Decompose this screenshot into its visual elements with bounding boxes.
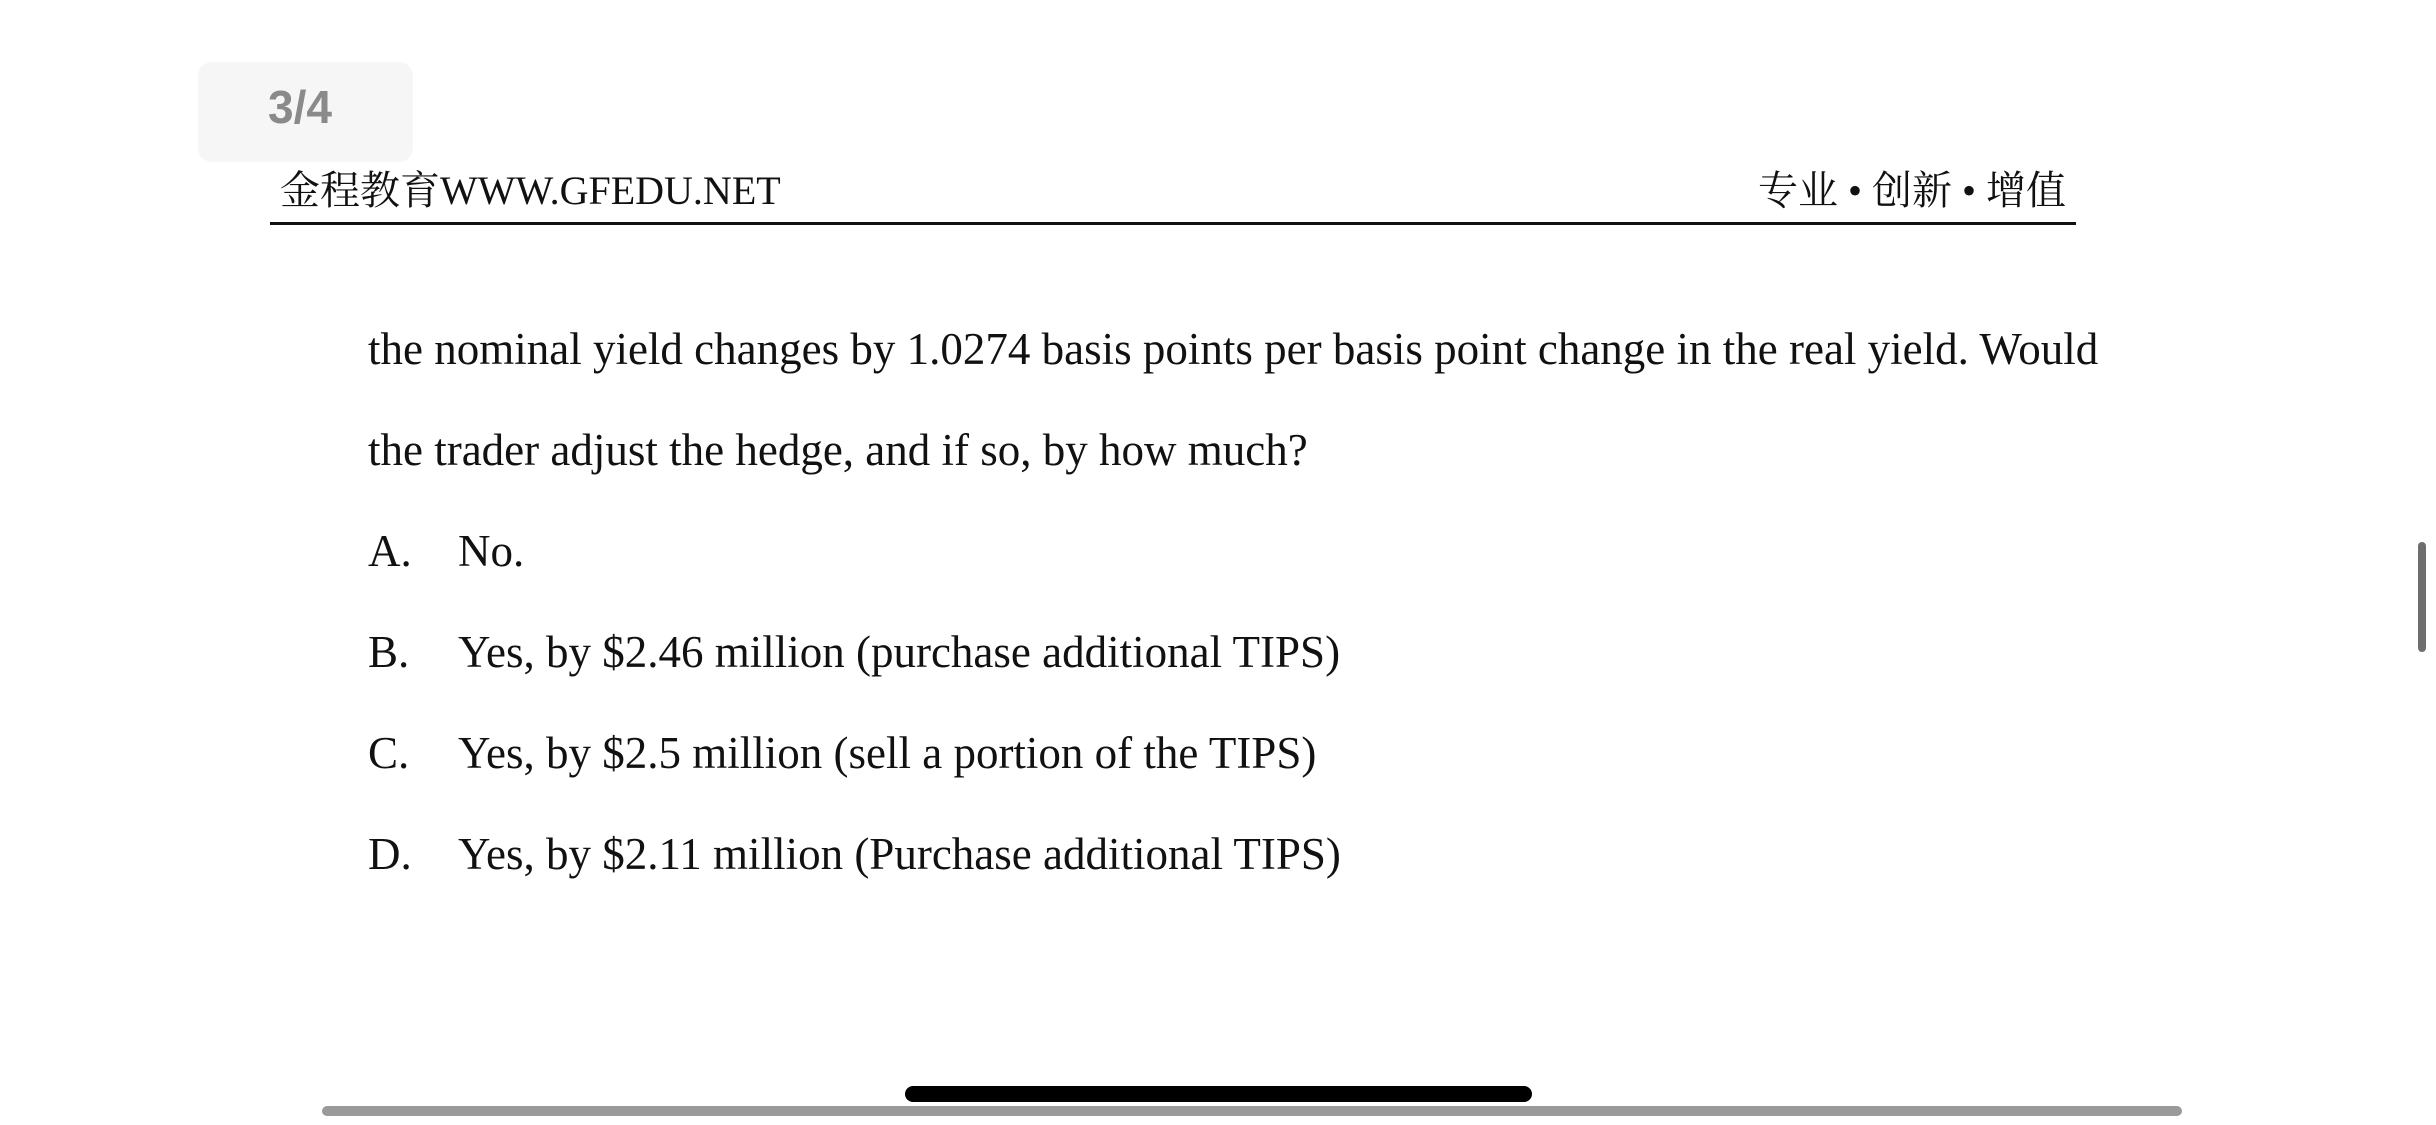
option-a bbox=[368, 517, 2088, 618]
option-text: No. bbox=[458, 526, 525, 576]
option-b bbox=[368, 618, 2088, 719]
question-text-line: the trader adjust the hedge, and if so, by how much? bbox=[368, 425, 1308, 475]
home-indicator[interactable] bbox=[905, 1086, 1532, 1102]
header-slogan: 专业 • 创新 • 增值 bbox=[1757, 168, 2066, 213]
option-letter: B. bbox=[368, 627, 410, 677]
page-indicator: 3/4 bbox=[198, 62, 413, 162]
vertical-scrollbar[interactable] bbox=[2418, 542, 2426, 652]
option-text: Yes, by $2.5 million (sell a portion of the TIPS) bbox=[458, 728, 1317, 778]
option-letter: D. bbox=[368, 829, 412, 879]
document-header bbox=[270, 164, 2076, 225]
header-brand: 金程教育WWW.GFEDU.NET bbox=[280, 168, 781, 213]
option-text: Yes, by $2.11 million (Purchase additional TIPS) bbox=[458, 829, 1341, 879]
option-letter: A. bbox=[368, 526, 412, 576]
answer-options bbox=[368, 517, 2088, 921]
horizontal-scrollbar[interactable] bbox=[322, 1106, 2182, 1116]
option-d bbox=[368, 820, 2088, 921]
option-letter: C. bbox=[368, 728, 410, 778]
option-c bbox=[368, 719, 2088, 820]
option-text: Yes, by $2.46 million (purchase additional TIPS) bbox=[458, 627, 1341, 677]
question-text-line: the nominal yield changes by 1.0274 basis points per basis point change in the real yield. Would bbox=[368, 324, 2099, 374]
question-content bbox=[368, 315, 2099, 921]
